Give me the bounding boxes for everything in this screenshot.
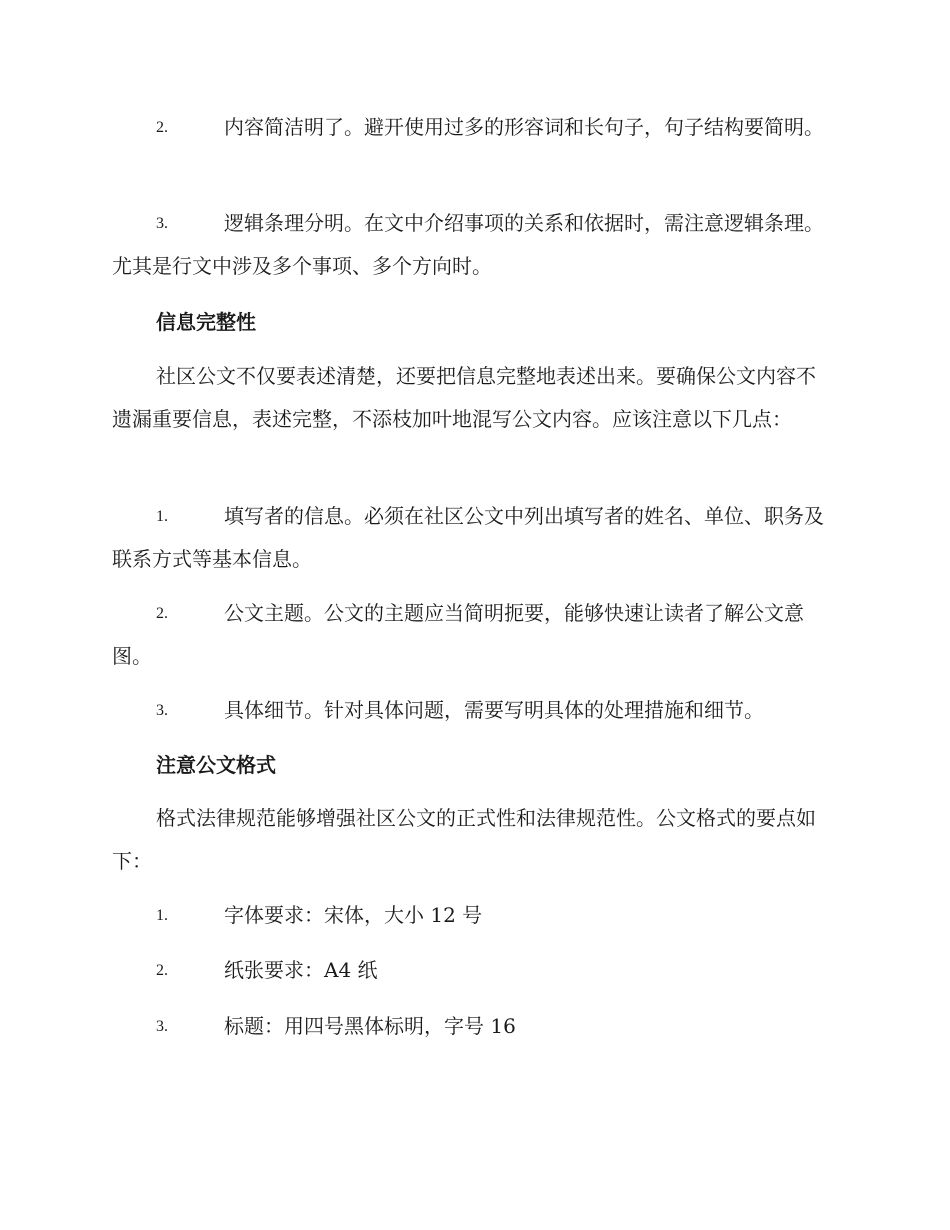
- list-item-text: 标题：用四号黑体标明，字号 16: [224, 1014, 516, 1038]
- list-item: [112, 495, 832, 581]
- list-item-number: 3.: [156, 215, 168, 232]
- list-item-number: 3.: [156, 702, 168, 719]
- list-item: [112, 1005, 832, 1048]
- list-item-text: 填写者的信息。必须在社区公文中列出填写者的姓名、单位、职务及联系方式等基本信息。: [112, 504, 824, 571]
- list-item-number: 2.: [156, 119, 168, 136]
- list-item: [112, 689, 832, 732]
- list-item: [112, 202, 832, 288]
- list-item-number: 3.: [156, 1018, 168, 1035]
- list-item: [112, 592, 832, 678]
- paragraph-text: 社区公文不仅要表述清楚，还要把信息完整地表述出来。要确保公文内容不遗漏重要信息，表述完整，不添枝加叶地混写公文内容。应该注意以下几点：: [112, 364, 816, 431]
- list-item-text: 纸张要求：A4 纸: [224, 958, 378, 982]
- list-item: [112, 894, 832, 937]
- paragraph: [112, 797, 832, 883]
- list-item-text: 逻辑条理分明。在文中介绍事项的关系和依据时，需注意逻辑条理。尤其是行文中涉及多个事项、多个方向时。: [112, 211, 824, 278]
- list-item-number: 1.: [156, 508, 168, 525]
- list-item-number: 1.: [156, 907, 168, 924]
- paragraph: [112, 355, 832, 441]
- list-item-text: 公文主题。公文的主题应当简明扼要，能够快速让读者了解公文意图。: [112, 601, 804, 668]
- list-item-text: 内容简洁明了。避开使用过多的形容词和长句子，句子结构要简明。: [224, 115, 824, 139]
- list-item-text: 字体要求：宋体，大小 12 号: [224, 903, 483, 927]
- list-item-text: 具体细节。针对具体问题，需要写明具体的处理措施和细节。: [224, 698, 764, 722]
- list-item: [112, 106, 832, 149]
- list-item-number: 2.: [156, 962, 168, 979]
- paragraph-text: 格式法律规范能够增强社区公文的正式性和法律规范性。公文格式的要点如下：: [112, 806, 816, 873]
- list-item: [112, 949, 832, 992]
- section-heading: 注意公文格式: [156, 753, 276, 777]
- list-item-number: 2.: [156, 605, 168, 622]
- section-heading: 信息完整性: [156, 310, 256, 334]
